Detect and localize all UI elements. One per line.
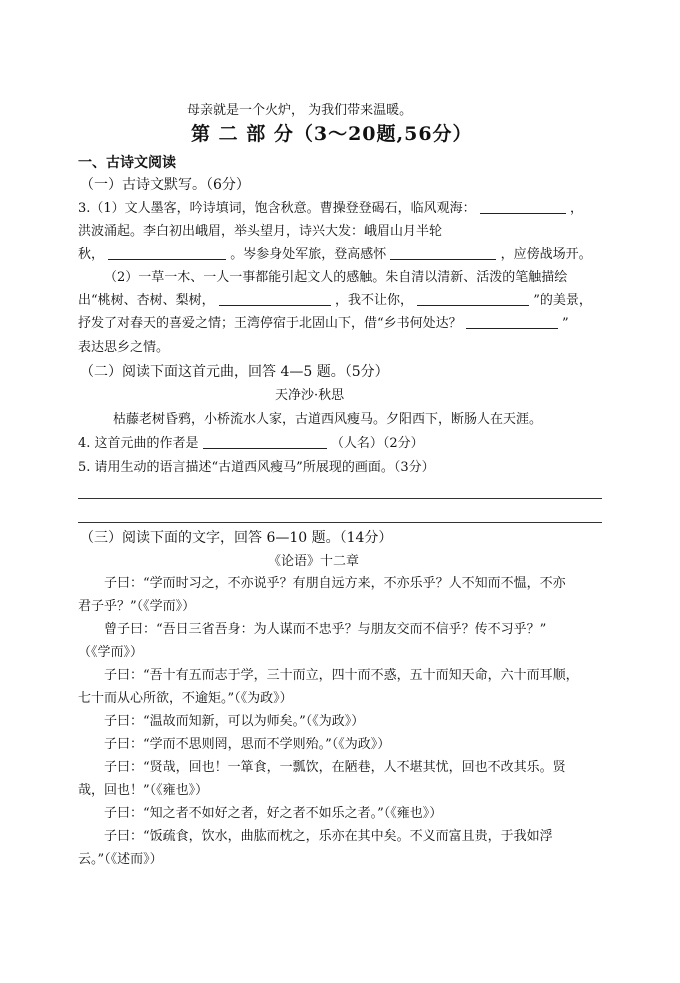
subsection-heading-yuan-qu: （二）阅读下面这首元曲，回答 4—5 题。（5分）	[80, 364, 389, 380]
answer-blank-3-2[interactable]	[108, 245, 226, 260]
question-3-line-4: （2）一草一木、一人一事都能引起文人的感触。朱自清以清新、活泼的笔触描绘	[104, 270, 568, 285]
subsection-heading-recitation: （一）古诗文默写。（6分）	[80, 177, 250, 193]
lunyu-line-7: 子曰：“温故而知新，可以为师矣。”（《为政》）	[104, 714, 365, 729]
question-3-line-2: 洪波涌起。李白初出峨眉，举头望月，诗兴大发：峨眉山月半轮	[78, 224, 443, 239]
lunyu-line-11: 子曰：“知之者不如好之者，好之者不如乐之者。”（《雍也》）	[104, 806, 443, 821]
top-line: 母亲就是一个火炉， 为我们带来温暖。	[187, 103, 413, 118]
poem-body: 枯藤老树昏鸦，小桥流水人家，古道西风瘦马。夕阳西下，断肠人在天涯。	[113, 412, 543, 427]
poem-title: 天净沙·秋思	[275, 388, 345, 403]
lunyu-line-8: 子曰：“学而不思则罔，思而不学则殆。”（《为政》）	[104, 737, 391, 752]
answer-blank-3-6[interactable]	[466, 314, 558, 329]
lunyu-line-3: 曾子曰：“吾日三省吾身：为人谋而不忠乎？与朋友交而不信乎？传不习乎？”	[104, 622, 547, 637]
lunyu-line-13: 云。”（《述而》）	[78, 852, 163, 867]
question-3-text-6a: 抒发了对春天的喜爱之情；王湾停宿于北固山下，借“乡书何处达？	[78, 316, 462, 331]
question-3-text-5a: 出“桃树、杏树、梨树，	[78, 293, 215, 308]
answer-line-5a[interactable]	[78, 498, 602, 499]
lunyu-line-10: 哉，回也！”（《雍也》）	[78, 783, 209, 798]
question-3-line-5	[78, 291, 592, 311]
question-3-text-3c: ，应傍战场开。	[500, 247, 592, 262]
lunyu-line-1: 子曰：“学而时习之，不亦说乎？有朋自远方来，不亦乐乎？人不知而不愠，不亦	[104, 576, 566, 591]
question-3-line-3	[78, 245, 592, 265]
lunyu-line-2: 君子乎？”（《学而》）	[78, 599, 196, 614]
question-3-text-5b: ，我不让你，	[334, 293, 413, 308]
lunyu-line-12: 子曰：“饭疏食，饮水，曲肱而枕之，乐亦在其中矣。不义而富且贵，于我如浮	[104, 829, 553, 844]
answer-blank-3-5[interactable]	[417, 291, 529, 306]
question-3-text-6b: ”	[561, 316, 569, 331]
question-3-text-1a: 3.（1）文人墨客，吟诗填词，饱含秋意。曹操登登碣石，临风观海：	[78, 201, 476, 216]
answer-line-5b[interactable]	[78, 522, 602, 523]
lunyu-line-9: 子曰：“贤哉，回也！一箪食，一瓢饮，在陋巷，人不堪其忧，回也不改其乐。贤	[104, 760, 566, 775]
question-3-text-1b: ，	[569, 201, 583, 216]
lunyu-line-4: （《学而》）	[78, 645, 144, 660]
question-3-line-6	[78, 314, 569, 334]
question-3-line-7: 表达思乡之情。	[78, 340, 170, 355]
question-3-line-1	[78, 199, 583, 219]
answer-blank-4[interactable]	[203, 434, 327, 449]
question-3-text-3b: 。岑参身处军旅，登高感怀	[230, 247, 387, 262]
question-3-text-3a: 秋，	[78, 247, 105, 262]
question-4	[78, 434, 424, 454]
lunyu-line-5: 子曰：“吾十有五而志于学，三十而立，四十而不惑，五十而知天命，六十而耳顺，	[104, 668, 579, 683]
question-5: 5. 请用生动的语言描述“古道西风瘦马”所展现的画面。（3分）	[78, 460, 435, 475]
lunyu-line-6: 七十而从心所欲，不逾矩。”（《为政》）	[78, 691, 293, 706]
answer-blank-3-3[interactable]	[390, 245, 496, 260]
section-heading-ancient-poetry: 一、古诗文阅读	[78, 155, 176, 171]
question-4-text-a: 4. 这首元曲的作者是	[78, 436, 199, 451]
answer-blank-3-1[interactable]	[480, 199, 566, 214]
answer-blank-3-4[interactable]	[219, 291, 331, 306]
lunyu-title: 《论语》十二章	[268, 554, 360, 569]
question-4-text-b: （人名）（2分）	[330, 436, 424, 451]
part-title: 第 二 部 分（3～20题,56分）	[191, 123, 473, 145]
subsection-heading-lunyu: （三）阅读下面的文字，回答 6—10 题。（14分）	[80, 530, 393, 546]
question-3-text-5c: ”的美景，	[533, 293, 592, 308]
